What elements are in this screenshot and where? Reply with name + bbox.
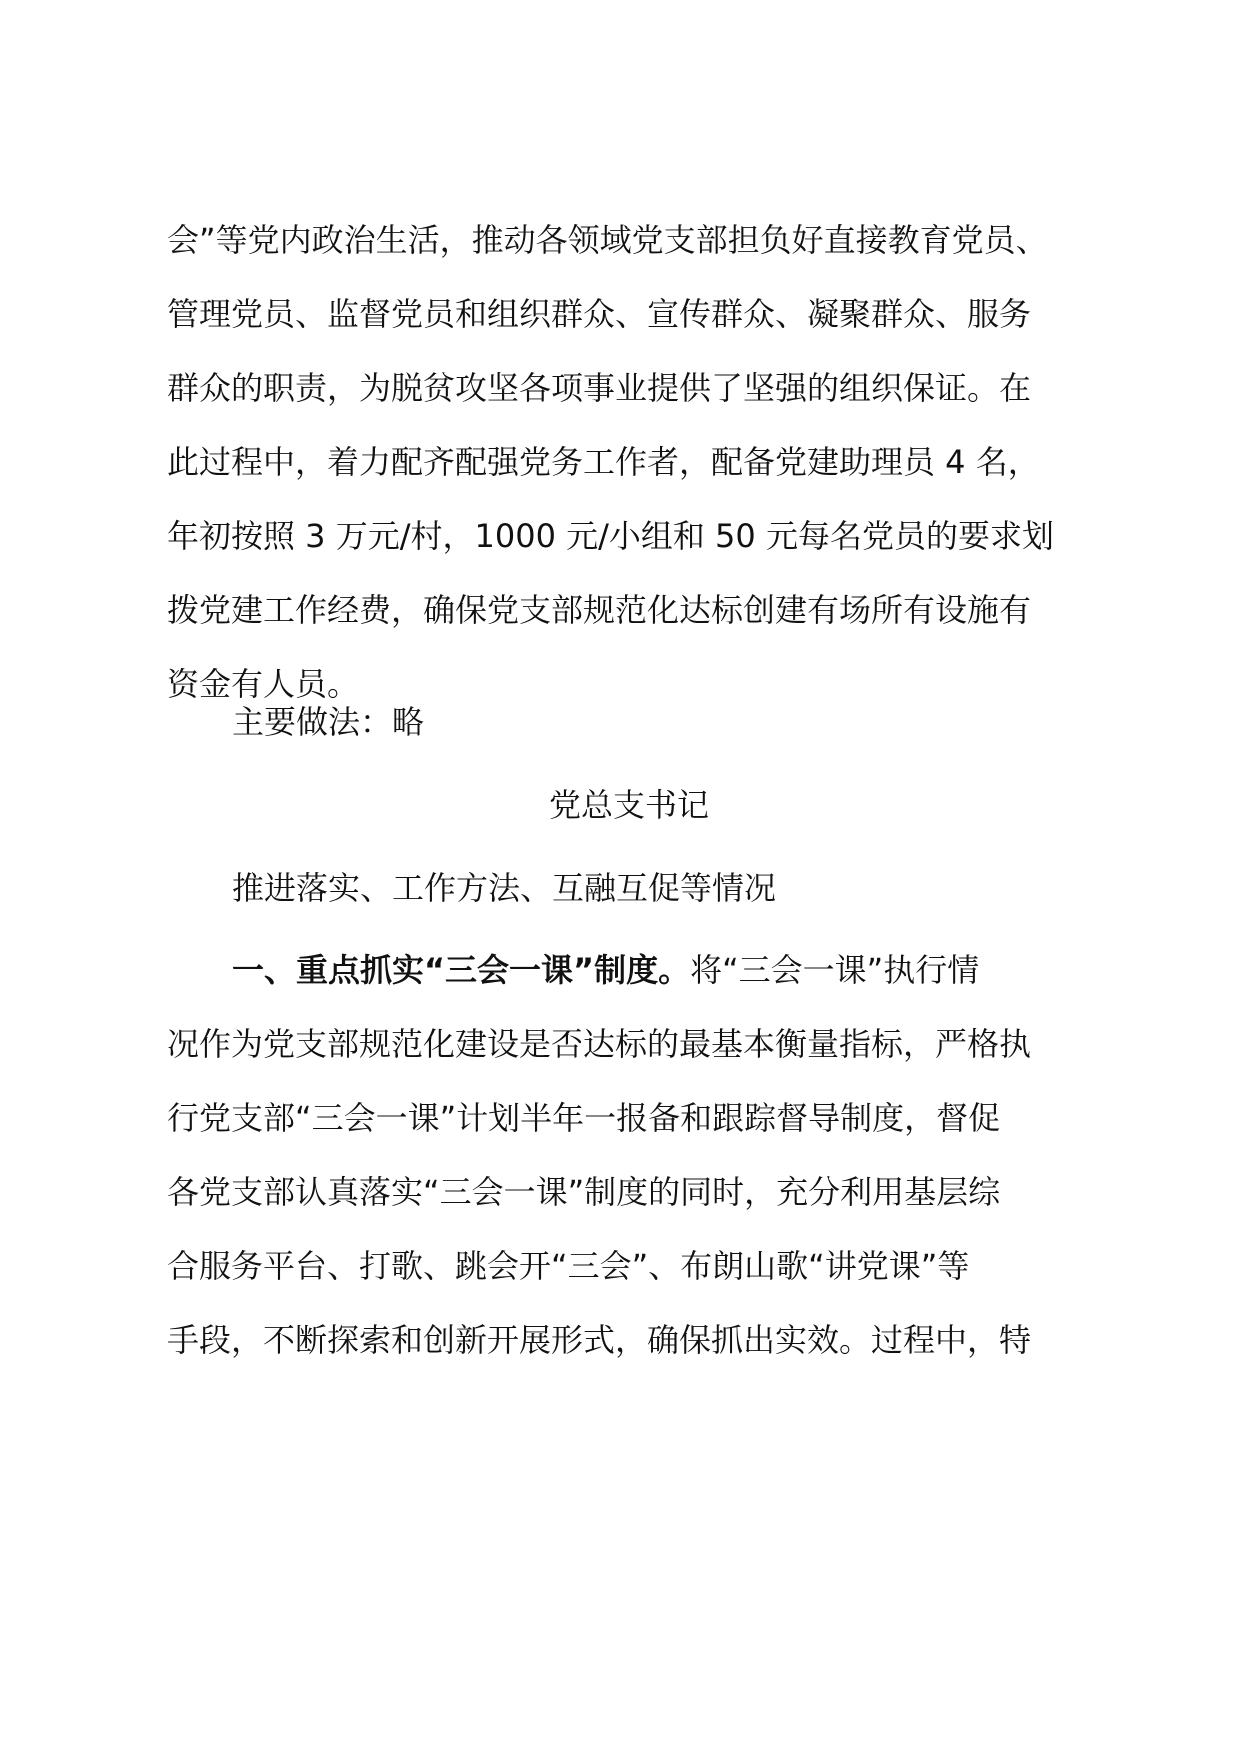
text-line: 群众的职责，为脱贫攻坚各项事业提供了坚强的组织保证。在 (167, 369, 1032, 407)
text-line: 况作为党支部规范化建设是否达标的最基本衡量指标，严格执 (167, 1025, 1032, 1063)
text-line: 行党支部“三会一课”计划半年一报备和跟踪督导制度，督促 (167, 1099, 1001, 1137)
text-line: 手段，不断探索和创新开展形式，确保抓出实效。过程中，特 (167, 1321, 1032, 1359)
text-line: 会”等党内政治生活，推动各领域党支部担负好直接教育党员、 (167, 221, 1048, 259)
text-line: 年初按照 3 万元/村，1000 元/小组和 50 元每名党员的要求划 (167, 517, 1054, 555)
text-line: 资金有人员。 (167, 665, 360, 703)
section-one-first-line (167, 933, 1077, 1007)
subtitle-line: 推进落实、工作方法、互融互促等情况 (232, 869, 777, 907)
main-methods-line: 主要做法：略 (232, 703, 425, 741)
section-one-first-line-rest: 将“三会一课”执行情 (690, 951, 980, 989)
text-line: 各党支部认真落实“三会一课”制度的同时，充分利用基层综 (167, 1173, 1001, 1211)
text-line: 管理党员、监督党员和组织群众、宣传群众、凝聚群众、服务 (167, 295, 1032, 333)
text-line: 拨党建工作经费，确保党支部规范化达标创建有场所有设施有 (167, 591, 1032, 629)
section-one-heading: 一、重点抓实“三会一课”制度。 (232, 951, 691, 989)
text-line: 合服务平台、打歌、跳会开“三会”、布朗山歌“讲党课”等 (167, 1247, 970, 1285)
section-one-paragraph (167, 933, 1077, 1377)
paragraph-intro (167, 203, 1077, 721)
text-line: 此过程中，着力配齐配强党务工作者，配备党建助理员 4 名， (167, 443, 1040, 481)
center-title: 党总支书记 (548, 786, 709, 824)
